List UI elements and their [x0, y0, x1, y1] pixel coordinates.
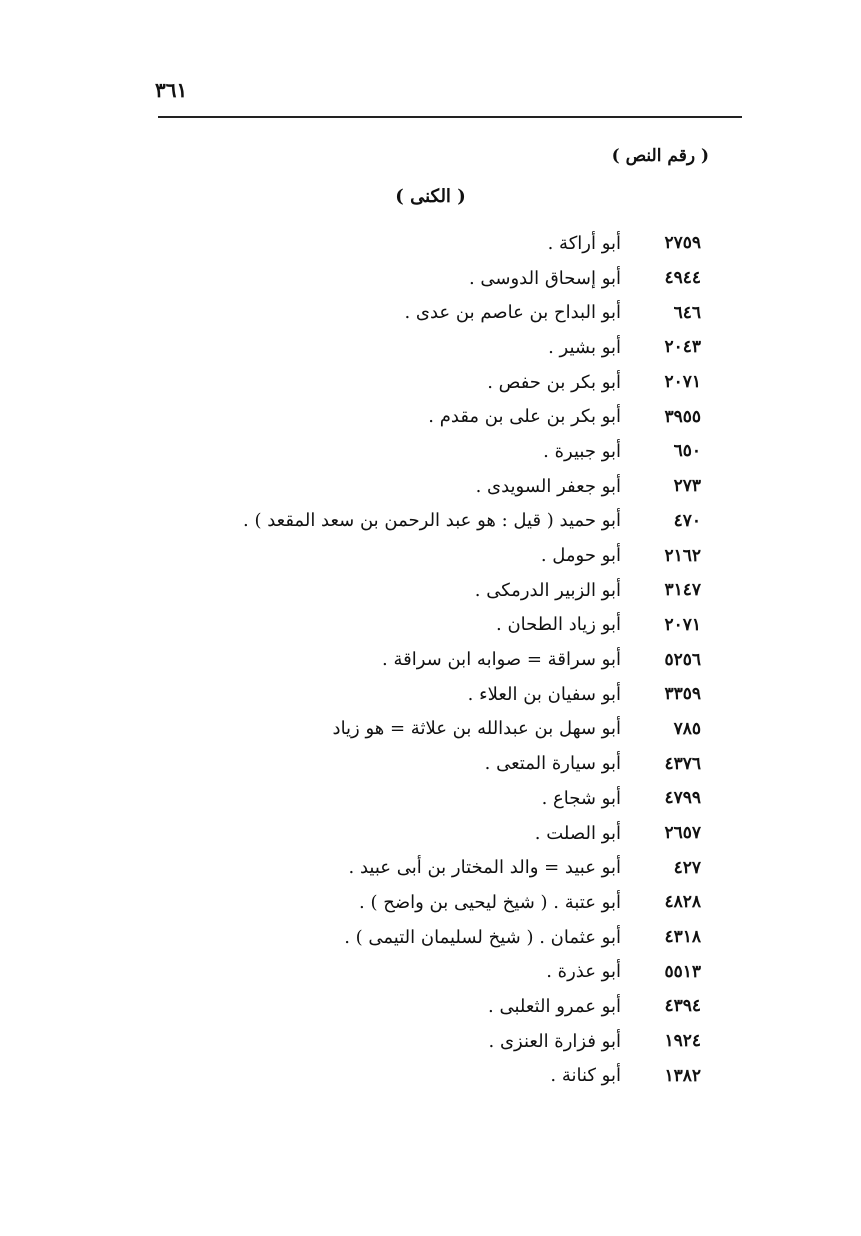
entry-name: أبو عمرو الثعلبى .: [488, 995, 621, 1017]
entry-number: ٢٠٧١: [664, 372, 701, 393]
entry-number: ٦٥٠: [673, 441, 701, 462]
index-entry: [141, 781, 701, 816]
entry-number: ٤٧٠: [673, 510, 701, 531]
entry-number: ٤٨٢٨: [664, 892, 701, 913]
index-entry: [141, 885, 701, 920]
entry-name: أبو جعفر السويدى .: [475, 475, 621, 497]
entry-number: ٢٦٥٧: [664, 823, 701, 844]
entry-number: ٦٤٦: [673, 302, 701, 323]
entry-number: ٤٣٩٤: [664, 996, 701, 1017]
entry-name: أبو البداح بن عاصم بن عدى .: [404, 302, 621, 324]
index-entry: [141, 295, 701, 330]
entry-number: ٣١٤٧: [664, 580, 701, 601]
entry-name: أبو عتبة . ( شيخ ليحيى بن واضح ) .: [359, 891, 621, 913]
entry-number: ٤٣١٨: [664, 927, 701, 948]
index-entry: [141, 399, 701, 434]
entry-number: ٢٧٣: [673, 476, 701, 497]
entry-number: ١٣٨٢: [664, 1065, 701, 1086]
entry-name: أبو سيارة المتعى .: [484, 753, 621, 775]
header-rule: [158, 116, 742, 118]
index-entry: [141, 954, 701, 989]
index-entry: [141, 226, 701, 261]
page-number: ٣٦١: [155, 78, 188, 102]
entry-number: ٧٨٥: [673, 718, 701, 739]
entry-name: أبو شجاع .: [541, 787, 621, 809]
index-entry: [141, 330, 701, 365]
index-entry: [141, 712, 701, 747]
entry-name: أبو بشير .: [548, 336, 621, 358]
entry-name: أبو عثمان . ( شيخ لسليمان التيمى ) .: [344, 926, 621, 948]
entry-number: ٣٩٥٥: [664, 406, 701, 427]
entry-number: ٤٩٤٤: [664, 268, 701, 289]
entry-name: أبو فزارة العنزى .: [488, 1030, 621, 1052]
entry-name: أبو سراقة = صوابه ابن سراقة .: [382, 649, 621, 671]
entry-number: ٢١٦٢: [664, 545, 701, 566]
entry-name: أبو عبيد = والد المختار بن أبى عبيد .: [348, 857, 621, 879]
entry-name: أبو حميد ( قيل : هو عبد الرحمن بن سعد المقعد ) .: [243, 510, 621, 532]
entry-name: أبو سهل بن عبدالله بن علاثة = هو زياد: [332, 718, 621, 740]
entry-number: ٢٠٧١: [664, 614, 701, 635]
entry-name: أبو جبيرة .: [543, 440, 621, 462]
index-entry: [141, 608, 701, 643]
entry-number: ٢٠٤٣: [664, 337, 701, 358]
index-entry: [141, 261, 701, 296]
entry-name: أبو زياد الطحان .: [496, 614, 621, 636]
entry-number: ٥٥١٣: [664, 961, 701, 982]
index-entry: [141, 434, 701, 469]
index-entry: [141, 642, 701, 677]
section-label: ( رقم النص ): [611, 146, 709, 166]
index-entry: [141, 538, 701, 573]
entry-number: ٤٧٩٩: [664, 788, 701, 809]
index-entry: [141, 469, 701, 504]
entry-name: أبو بكر بن على بن مقدم .: [428, 406, 621, 428]
entry-name: أبو حومل .: [540, 545, 621, 567]
index-entry: [141, 1059, 701, 1094]
index-entry: [141, 746, 701, 781]
index-entry: [141, 573, 701, 608]
entry-name: أبو إسحاق الدوسى .: [468, 267, 621, 289]
section-title: ( الكنى ): [395, 186, 466, 207]
entry-number: ٤٣٧٦: [664, 753, 701, 774]
index-entry: [141, 816, 701, 851]
index-entry: [141, 989, 701, 1024]
entry-name: أبو عذرة .: [546, 961, 621, 983]
entry-number: ٣٣٥٩: [664, 684, 701, 705]
index-entry: [141, 365, 701, 400]
entry-name: أبو الزبير الدرمكى .: [474, 579, 621, 601]
kunya-index-list: [141, 226, 701, 1093]
index-entry: [141, 850, 701, 885]
entry-name: أبو سفيان بن العلاء .: [467, 683, 621, 705]
entry-name: أبو بكر بن حفص .: [487, 371, 621, 393]
index-entry: [141, 1024, 701, 1059]
entry-name: أبو كنانة .: [550, 1065, 621, 1087]
index-entry: [141, 677, 701, 712]
entry-number: ٥٢٥٦: [664, 649, 701, 670]
entry-number: ٤٢٧: [673, 857, 701, 878]
entry-number: ١٩٢٤: [664, 1031, 701, 1052]
entry-number: ٢٧٥٩: [664, 233, 701, 254]
entry-name: أبو أراكة .: [547, 232, 621, 254]
entry-name: أبو الصلت .: [534, 822, 621, 844]
index-entry: [141, 504, 701, 539]
index-entry: [141, 920, 701, 955]
